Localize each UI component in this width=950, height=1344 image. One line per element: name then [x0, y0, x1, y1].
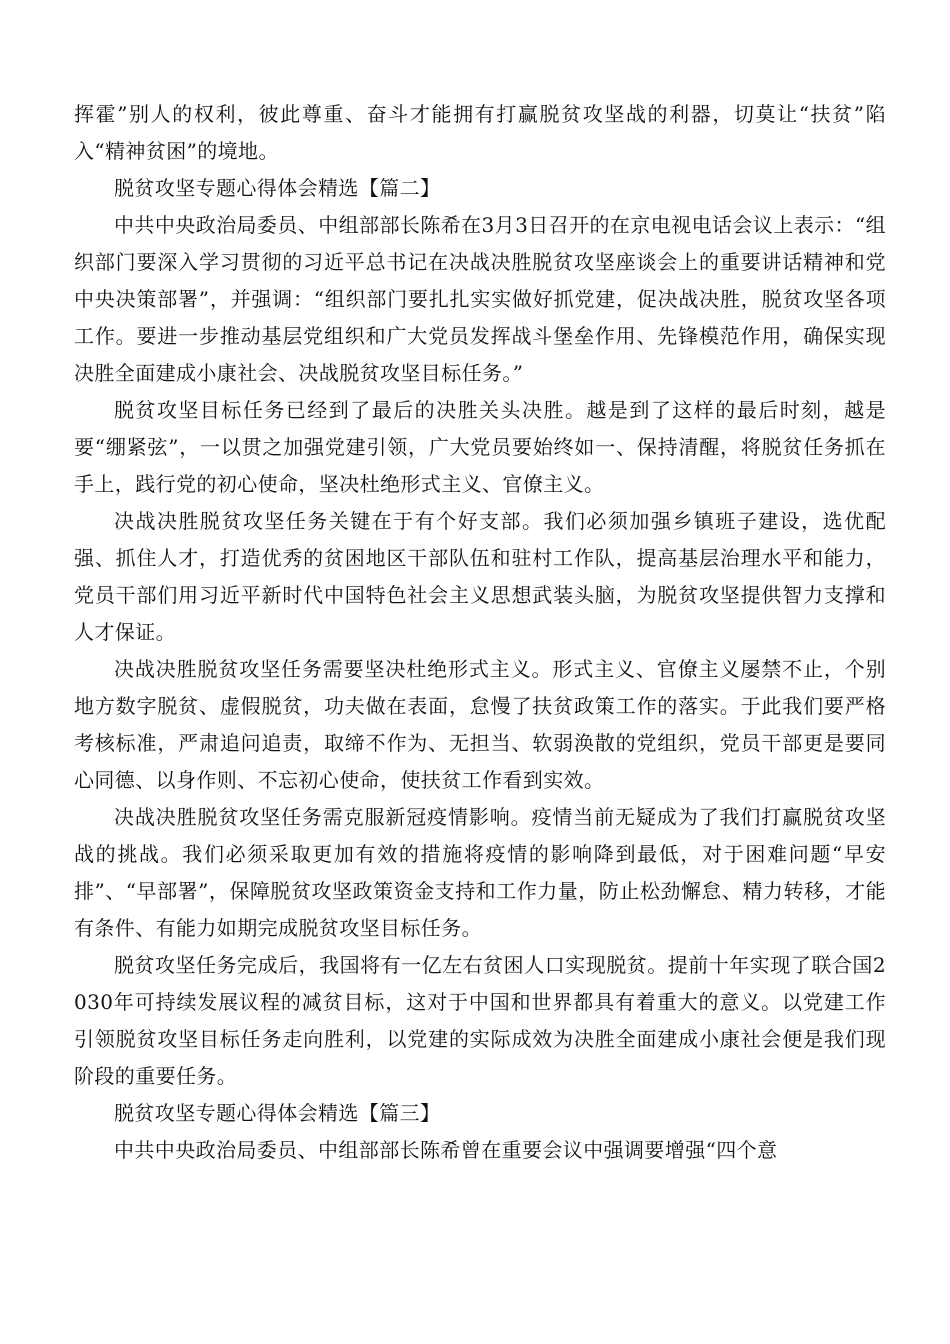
section-heading-2: 脱贫攻坚专题心得体会精选【篇二】 — [114, 176, 441, 200]
document-page — [74, 96, 886, 1169]
paragraph-5: 决战决胜脱贫攻坚任务关键在于有个好支部。我们必须加强乡镇班子建设，选优配强、抓住人才，打造优秀的贫困地区干部队伍和驻村工作队，提高基层治理水平和能力，党员干部们用习近平新时代中国特色社会主义思想武装头脑，为脱贫攻坚提供智力支撑和人才保证。 — [74, 509, 886, 644]
paragraph-3: 中共中央政治局委员、中组部部长陈希在3月3日召开的在京电视电话会议上表示：“组织部门要深入学习贯彻的习近平总书记在决战决胜脱贫攻坚座谈会上的重要讲话精神和党中央决策部署”，并强调：“组织部门要扎扎实实做好抓党建，促决战决胜，脱贫攻坚各项工作。要进一步推动基层党组织和广大党员发挥战斗堡垒作用、先锋模范作用，确保实现决胜全面建成小康社会、决战脱贫攻坚目标任务。” — [74, 213, 886, 385]
paragraph-6: 决战决胜脱贫攻坚任务需要坚决杜绝形式主义。形式主义、官僚主义屡禁不止，个别地方数字脱贫、虚假脱贫，功夫做在表面，怠慢了扶贫政策工作的落实。于此我们要严格考核标准，严肃追问追责，取缔不作为、无担当、软弱涣散的党组织，党员干部更是要同心同德、以身作则、不忘初心使命，使扶贫工作看到实效。 — [74, 657, 886, 792]
paragraph-10: 中共中央政治局委员、中组部部长陈希曾在重要会议中强调要增强“四个意 — [114, 1138, 778, 1162]
paragraph-1: 挥霍”别人的权利，彼此尊重、奋斗才能拥有打赢脱贫攻坚战的利器，切莫让“扶贫”陷入“精神贫困”的境地。 — [74, 102, 886, 163]
paragraph-4: 脱贫攻坚目标任务已经到了最后的决胜关头决胜。越是到了这样的最后时刻，越是要“绷紧弦”，一以贯之加强党建引领，广大党员要始终如一、保持清醒，将脱贫任务抓在手上，践行党的初心使命，坚决杜绝形式主义、官僚主义。 — [74, 398, 886, 496]
paragraph-7: 决战决胜脱贫攻坚任务需克服新冠疫情影响。疫情当前无疑成为了我们打赢脱贫攻坚战的挑战。我们必须采取更加有效的措施将疫情的影响降到最低，对于困难问题“早安排”、“早部署”，保障脱贫攻坚政策资金支持和工作力量，防止松劲懈怠、精力转移，才能有条件、有能力如期完成脱贫攻坚目标任务。 — [74, 805, 886, 940]
section-heading-3: 脱贫攻坚专题心得体会精选【篇三】 — [114, 1101, 441, 1125]
paragraph-8: 脱贫攻坚任务完成后，我国将有一亿左右贫困人口实现脱贫。提前十年实现了联合国2030年可持续发展议程的减贫目标，这对于中国和世界都具有着重大的意义。以党建工作引领脱贫攻坚目标任务走向胜利，以党建的实际成效为决胜全面建成小康社会便是我们现阶段的重要任务。 — [74, 953, 886, 1088]
